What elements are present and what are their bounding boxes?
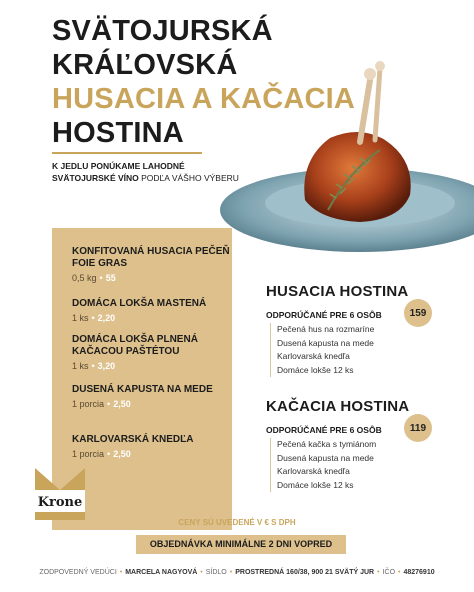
- list-item: Dusená kapusta na mede: [270, 452, 446, 466]
- menu-item-price: 2,50: [113, 399, 131, 409]
- prices-note: CENY SÚ UVEDENÉ V € S DPH: [178, 518, 296, 527]
- list-item: Dusená kapusta na mede: [270, 337, 446, 351]
- list-item: Domáce lokše 12 ks: [270, 364, 446, 378]
- menu-item-name: DOMÁCA LOKŠA PLNENÁ KAČACOU PAŠTÉTOU: [72, 334, 198, 357]
- order-note: OBJEDNÁVKA MINIMÁLNE 2 DNI VOPRED: [136, 535, 346, 554]
- duck-feast: [266, 398, 446, 492]
- duck-feast-recommend: ODPORÚČANÉ PRE 6 OSÔB: [266, 425, 382, 435]
- footer-label: SÍDLO: [205, 569, 227, 576]
- menu-item: KONFITOVANÁ HUSACIA PEČEŇ FOIE GRAS 0,5 kg • 55: [72, 246, 232, 283]
- menu-item-price: 55: [105, 273, 116, 283]
- logo-wordmark: Krone: [37, 495, 83, 510]
- wine-note-bold: SVÄTOJURSKÉ VÍNO: [52, 173, 139, 183]
- footer-value: 48276910: [403, 569, 435, 576]
- menu-item: DOMÁCA LOKŠA MASTENÁ 1 ks • 2,20: [72, 298, 232, 323]
- krone-logo: [35, 468, 85, 520]
- list-item: Karlovarská knedľa: [270, 465, 446, 479]
- menu-item-qty: 0,5 kg: [72, 273, 97, 283]
- menu-item: DOMÁCA LOKŠA PLNENÁ KAČACOU PAŠTÉTOU 1 ks • 3,20: [72, 334, 232, 371]
- menu-item-name: KONFITOVANÁ HUSACIA PEČEŇ FOIE GRAS: [72, 246, 230, 269]
- footer-label: IČO: [382, 569, 396, 576]
- menu-item-qty: 1 porcia: [72, 449, 105, 459]
- wine-note-normal: PODĽA VÁŠHO VÝBERU: [138, 173, 239, 183]
- menu-item-qty: 1 ks: [72, 313, 89, 323]
- menu-item: KARLOVARSKÁ KNEDĽA 1 porcia • 2,50: [72, 434, 232, 459]
- menu-item-qty: 1 porcia: [72, 399, 105, 409]
- wine-note-line-1: K JEDLU PONÚKAME LAHODNÉ: [52, 161, 185, 171]
- goose-feast-items: [270, 323, 446, 377]
- roast-duck-photo: [210, 60, 474, 260]
- goose-feast-title: HUSACIA HOSTINA: [266, 283, 409, 300]
- goose-feast: [266, 283, 446, 377]
- menu-item-price: 2,50: [113, 449, 131, 459]
- menu-item-name: KARLOVARSKÁ KNEDĽA: [72, 434, 194, 445]
- menu-item: DUSENÁ KAPUSTA NA MEDE 1 porcia • 2,50: [72, 384, 232, 409]
- duck-feast-price-badge: 119: [404, 414, 432, 442]
- footer-value: PROSTREDNÁ 160/38, 900 21 SVÄTÝ JUR: [235, 569, 375, 576]
- title-line-1: SVÄTOJURSKÁ: [52, 15, 273, 47]
- title-line-3: HUSACIA A KAČACIA: [52, 83, 356, 115]
- title-divider: [52, 152, 202, 154]
- menu-item-price: 2,20: [97, 313, 116, 323]
- list-item: Domáce lokše 12 ks: [270, 479, 446, 493]
- list-item: Karlovarská knedľa: [270, 350, 446, 364]
- duck-feast-items: [270, 438, 446, 492]
- menu-item-qty: 1 ks: [72, 361, 89, 371]
- menu-item-price: 3,20: [97, 361, 116, 371]
- list-item: Pečená hus na rozmaríne: [270, 323, 446, 337]
- footer: ZODPOVEDNÝ VEDÚCI • MARCELA NAGYOVÁ • SÍDLO • PROSTREDNÁ 160/38, 900 21 SVÄTÝ JUR • IČO • 48276910: [39, 569, 435, 576]
- goose-feast-price-badge: 159: [404, 299, 432, 327]
- footer-label: ZODPOVEDNÝ VEDÚCI: [39, 569, 117, 576]
- footer-value: MARCELA NAGYOVÁ: [125, 569, 198, 576]
- title-line-4: HOSTINA: [52, 117, 184, 149]
- menu-item-name: DUSENÁ KAPUSTA NA MEDE: [72, 384, 213, 395]
- menu-item-name: DOMÁCA LOKŠA MASTENÁ: [72, 298, 207, 309]
- list-item: Pečená kačka s tymiánom: [270, 438, 446, 452]
- goose-feast-recommend: ODPORÚČANÉ PRE 6 OSÔB: [266, 310, 382, 320]
- duck-feast-title: KAČACIA HOSTINA: [266, 398, 410, 415]
- title-line-2: KRÁĽOVSKÁ: [52, 49, 238, 81]
